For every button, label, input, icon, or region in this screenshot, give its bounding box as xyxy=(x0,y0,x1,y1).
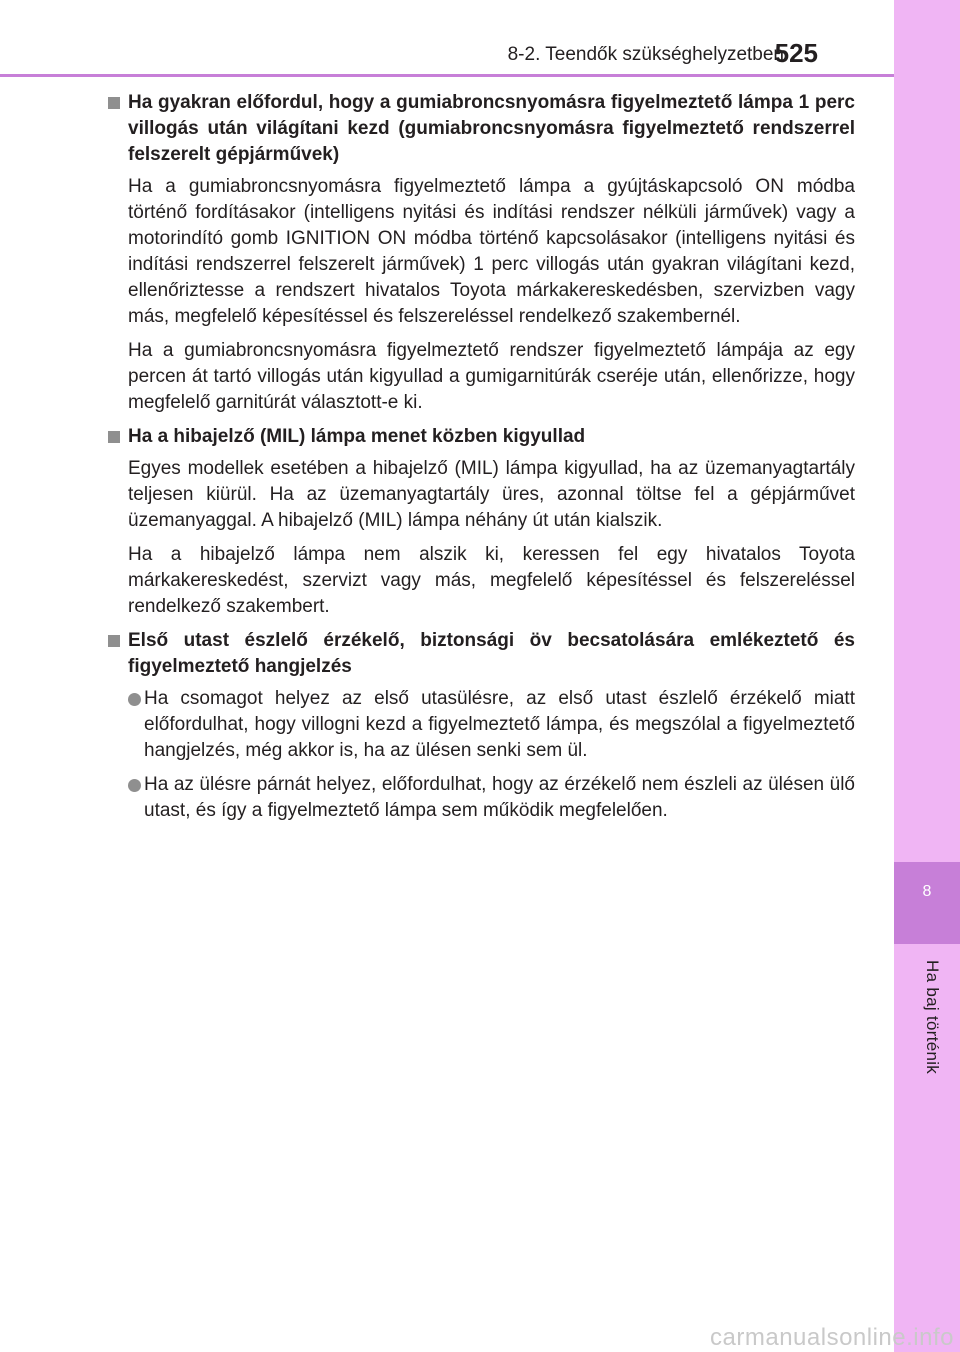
page-number: 525 xyxy=(774,38,818,68)
chapter-number: 8 xyxy=(894,862,960,944)
paragraph: Ha a gumiabroncsnyomásra figyelmeztető lámpa a gyújtáskapcsoló ON módba történő fordításakor (intelligens nyitási és indítási rendszer nélküli járművek) vagy a motorindító gomb IGNITION ON módba történő kapcsolásakor (intelligens nyitási és indítási rendszerrel felszerelt járművek) 1 perc villogás után gyakran világítani kezd, ellenőriztesse a rendszert hivatalos Toyota márkakereskedésben, szervizben vagy más, megfelelő képesítéssel és felszereléssel rendelkező szakembernél. xyxy=(128,176,855,327)
square-bullet-icon xyxy=(108,431,120,443)
paragraph: Ha a gumiabroncsnyomásra figyelmeztető rendszer figyelmeztető lámpája az egy percen át tartó villogás után kigyullad a gumigarnitúrák cseréje után, ellenőrizze, hogy megfelelő garnitúrát választott-e ki. xyxy=(128,340,855,413)
paragraph: Egyes modellek esetében a hibajelző (MIL) lámpa kigyullad, ha az üzemanyagtartály teljesen kiürül. Ha az üzemanyagtartály üres, azonnal töltse fel a gépjárművet üzemanyaggal. A hibajelző (MIL) lámpa néhány út után kialszik. xyxy=(128,458,855,531)
heading-text: Ha gyakran előfordul, hogy a gumiabroncsnyomásra figyelmeztető lámpa 1 perc villogás után világítani kezd (gumiabroncsnyomásra figyelmeztető rendszerrel felszerelt gépjárművek) xyxy=(128,92,855,165)
list-item xyxy=(108,686,855,764)
section-heading xyxy=(108,628,855,680)
section-heading xyxy=(108,90,855,168)
section-heading xyxy=(108,424,855,450)
square-bullet-icon xyxy=(108,635,120,647)
paragraph: Ha a hibajelző lámpa nem alszik ki, keressen fel egy hivatalos Toyota márkakereskedést, szervizt vagy más, megfelelő képesítéssel és felszereléssel rendelkező szakembert. xyxy=(128,544,855,617)
list-item-text: Ha az ülésre párnát helyez, előfordulhat, hogy az érzékelő nem észleli az ülésen ülő utast, és így a figyelmeztető lámpa sem működik megfelelően. xyxy=(144,774,855,821)
section-title: 8-2. Teendők szükséghelyzetben xyxy=(507,44,784,65)
heading-text: Első utast észlelő érzékelő, biztonsági öv becsatolására emlékeztető és figyelmeztető hangjelzés xyxy=(128,630,855,677)
page-content xyxy=(108,90,855,832)
heading-text: Ha a hibajelző (MIL) lámpa menet közben kigyullad xyxy=(128,426,586,447)
header-rule xyxy=(0,74,894,77)
square-bullet-icon xyxy=(108,97,120,109)
page-header xyxy=(0,0,894,80)
list-item xyxy=(108,772,855,824)
chapter-label: Ha baj történik xyxy=(923,960,942,1075)
list-item-text: Ha csomagot helyez az első utasülésre, az első utast észlelő érzékelő miatt előfordulhat, hogy villogni kezd a figyelmeztető lámpa, és megszólal a figyelmeztető hangjelzés, még akkor is, ha az ülésen senki sem ül. xyxy=(144,688,855,761)
chapter-side-tab xyxy=(894,0,960,1352)
watermark: carmanualsonline.info xyxy=(710,1324,954,1351)
circle-bullet-icon xyxy=(128,693,141,706)
circle-bullet-icon xyxy=(128,779,141,792)
